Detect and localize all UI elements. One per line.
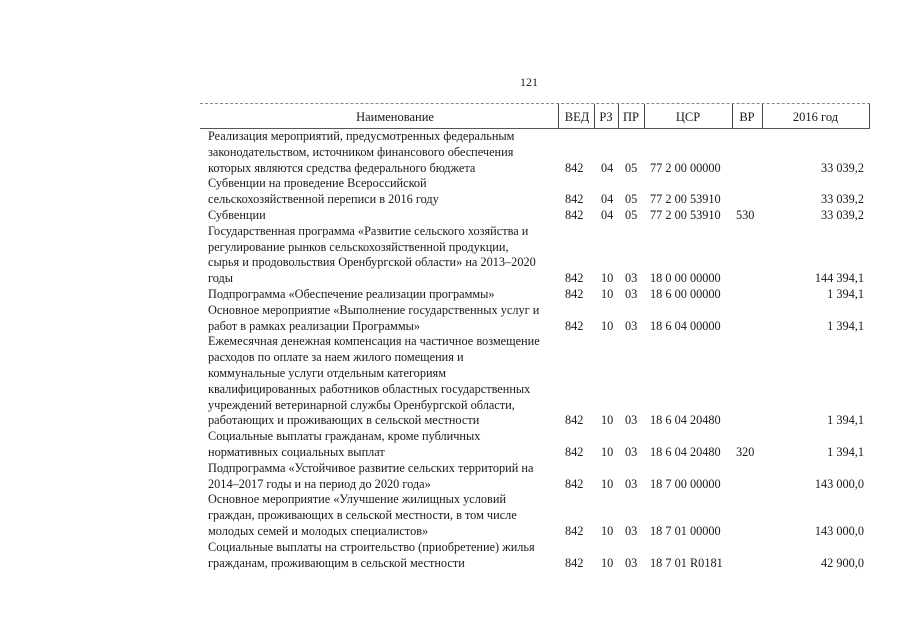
row-amount: 1 394,1	[827, 318, 864, 333]
row-ved: 842	[565, 192, 584, 207]
row-csr: 18 6 04 20480	[650, 413, 721, 428]
row-ved: 842	[565, 271, 584, 286]
row-rz: 10	[601, 523, 614, 538]
row-name: Подпрограмма «Обеспечение реализации программы»	[208, 286, 495, 301]
row-amount: 1 394,1	[827, 444, 864, 459]
row-pr: 05	[625, 160, 638, 175]
row-pr: 03	[625, 523, 638, 538]
row-ved: 842	[565, 160, 584, 175]
table-row	[200, 461, 870, 493]
table-row	[200, 334, 870, 429]
table-row	[200, 208, 870, 224]
row-name: Социальные выплаты на строительство (приобретение) жилья гражданам, проживающим в сельской местности	[208, 539, 535, 570]
header-vr: ВР	[739, 110, 755, 124]
row-pr: 03	[625, 413, 638, 428]
budget-table	[200, 103, 870, 571]
row-csr: 18 7 01 R0181	[650, 555, 723, 570]
row-name: Основное мероприятие «Выполнение государственных услуг и работ в рамках реализации Программы»	[208, 302, 540, 333]
row-ved: 842	[565, 413, 584, 428]
column-divider	[558, 104, 559, 128]
row-rz: 04	[601, 160, 614, 175]
row-rz: 10	[601, 555, 614, 570]
row-name: Подпрограмма «Устойчивое развитие сельских территорий на 2014–2017 годы и на период до 2020 года»	[208, 460, 534, 491]
row-amount: 143 000,0	[814, 523, 864, 538]
row-ved: 842	[565, 555, 584, 570]
row-rz: 10	[601, 413, 614, 428]
row-ved: 842	[565, 207, 584, 222]
row-csr: 77 2 00 53910	[650, 207, 721, 222]
column-divider	[869, 104, 870, 128]
row-pr: 03	[625, 555, 638, 570]
row-amount: 33 039,2	[820, 207, 864, 222]
row-rz: 10	[601, 271, 614, 286]
row-csr: 18 0 00 00000	[650, 271, 721, 286]
row-pr: 03	[625, 271, 638, 286]
row-name: Реализация мероприятий, предусмотренных федеральным законодательством, источником финансового обеспечения которых являются средства федерального бюджета	[208, 129, 515, 175]
table-row	[200, 492, 870, 539]
row-pr: 05	[625, 192, 638, 207]
row-rz: 10	[601, 286, 614, 301]
row-csr: 77 2 00 00000	[650, 160, 721, 175]
row-rz: 04	[601, 192, 614, 207]
row-name: Основное мероприятие «Улучшение жилищных условий граждан, проживающих в сельской местности, в том числе молодых семей и молодых специалистов»	[208, 492, 517, 538]
row-name: Ежемесячная денежная компенсация на частичное возмещение расходов по оплате за наем жилого помещения и коммунальные услуги отдельным категориям квалифицированных работников областных государственных учреждений ветеринарной службы Оренбургской области, работающих и проживающих в сельской местности	[208, 334, 540, 428]
row-csr: 18 6 04 20480	[650, 444, 721, 459]
table-row	[200, 303, 870, 335]
row-rz: 04	[601, 207, 614, 222]
header-pr: ПР	[623, 110, 639, 124]
row-ved: 842	[565, 444, 584, 459]
row-name: Субвенции	[208, 207, 266, 222]
row-ved: 842	[565, 476, 584, 491]
row-rz: 10	[601, 318, 614, 333]
row-amount: 144 394,1	[814, 271, 864, 286]
row-rz: 10	[601, 444, 614, 459]
row-amount: 33 039,2	[820, 160, 864, 175]
table-row	[200, 176, 870, 208]
row-name: Государственная программа «Развитие сельского хозяйства и регулирование рынков сельскохозяйственной продукции, сырья и продовольствия Оренбургской области» на 2013–2020 годы	[208, 223, 536, 286]
row-csr: 18 7 00 00000	[650, 476, 721, 491]
row-csr: 18 7 01 00000	[650, 523, 721, 538]
row-pr: 03	[625, 476, 638, 491]
table-row	[200, 540, 870, 572]
row-name: Субвенции на проведение Всероссийской сельскохозяйственной переписи в 2016 году	[208, 176, 439, 207]
row-amount: 33 039,2	[820, 192, 864, 207]
row-ved: 842	[565, 523, 584, 538]
row-csr: 18 6 04 00000	[650, 318, 721, 333]
table-row	[200, 129, 870, 176]
row-amount: 143 000,0	[814, 476, 864, 491]
header-year: 2016 год	[792, 110, 839, 124]
row-csr: 77 2 00 53910	[650, 192, 721, 207]
header-csr: ЦСР	[675, 110, 701, 124]
header-rz: РЗ	[599, 110, 613, 124]
row-ved: 842	[565, 286, 584, 301]
row-ved: 842	[565, 318, 584, 333]
table-row	[200, 429, 870, 461]
row-vr: 530	[736, 207, 755, 222]
row-pr: 03	[625, 286, 638, 301]
header-name: Наименование	[356, 110, 434, 124]
table-row	[200, 287, 870, 303]
row-pr: 03	[625, 444, 638, 459]
table-header	[200, 103, 870, 129]
table-body	[200, 129, 870, 571]
table-row	[200, 224, 870, 287]
row-amount: 1 394,1	[827, 286, 864, 301]
row-vr: 320	[736, 444, 755, 459]
row-amount: 1 394,1	[827, 413, 864, 428]
row-rz: 10	[601, 476, 614, 491]
row-pr: 05	[625, 207, 638, 222]
row-csr: 18 6 00 00000	[650, 286, 721, 301]
row-name: Социальные выплаты гражданам, кроме публичных нормативных социальных выплат	[208, 429, 481, 459]
row-pr: 03	[625, 318, 638, 333]
page-number: 121	[520, 75, 538, 89]
row-amount: 42 900,0	[820, 555, 864, 570]
header-ved: ВЕД	[564, 110, 590, 124]
